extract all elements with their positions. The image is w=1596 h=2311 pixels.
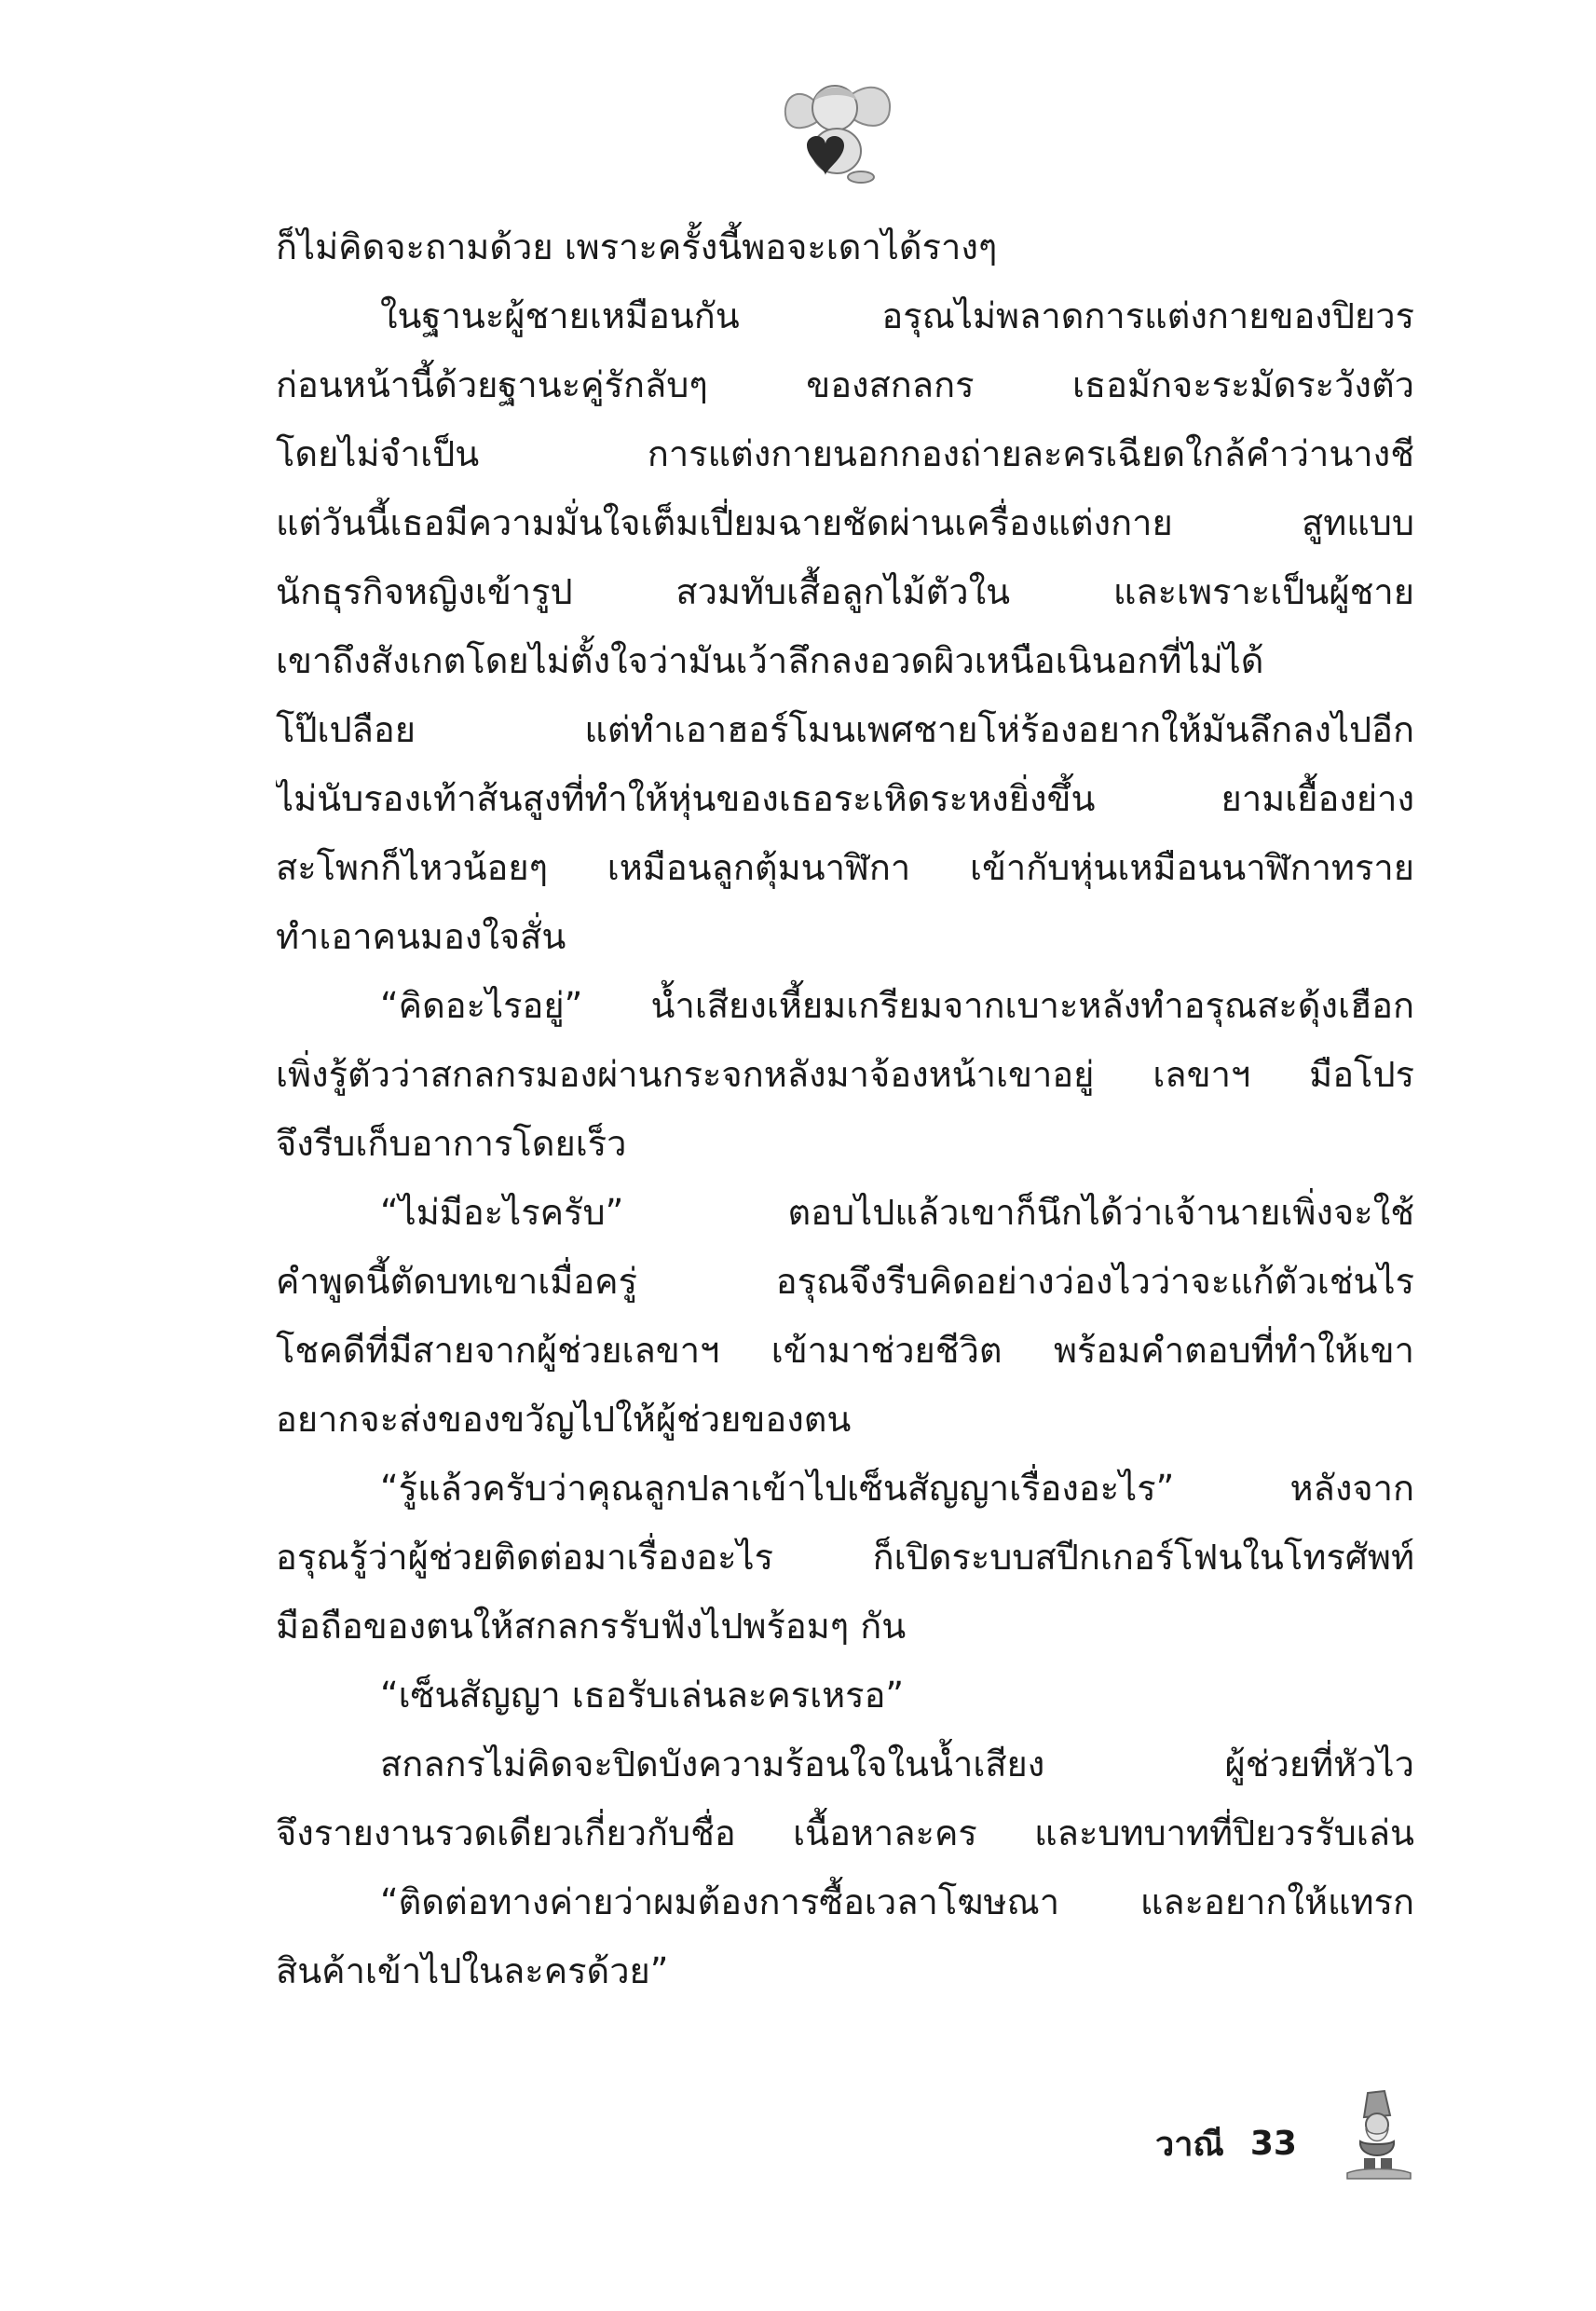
- page-footer: [1155, 2117, 1297, 2169]
- text-line: “ติดต่อทางค่ายว่าผมต้องการซื้อเวลาโฆษณา และอยากให้แทรก: [380, 1881, 1414, 1922]
- text-line: ก็ไม่คิดจะถามด้วย เพราะครั้งนี้พอจะเดาได้รางๆ: [276, 226, 998, 267]
- text-line: เพิ่งรู้ตัวว่าสกลกรมองผ่านกระจกหลังมาจ้องหน้าเขาอยู่ เลขาฯ มือโปร: [276, 1054, 1414, 1095]
- text-line: อยากจะส่งของขวัญไปให้ผู้ช่วยของตน: [276, 1399, 852, 1440]
- text-line: “รู้แล้วครับว่าคุณลูกปลาเข้าไปเซ็นสัญญาเรื่องอะไร” หลังจาก: [380, 1468, 1414, 1509]
- text-line: สะโพกก็ไหวน้อยๆ เหมือนลูกตุ้มนาฬิกา เข้ากับหุ่นเหมือนนาฬิกาทราย: [276, 847, 1414, 888]
- text-line: โดยไม่จำเป็น การแต่งกายนอกกองถ่ายละครเฉียดใกล้คำว่านางชี: [276, 433, 1414, 474]
- text-line: “เซ็นสัญญา เธอรับเล่นละครเหรอ”: [380, 1675, 905, 1716]
- text-line: มือถือของตนให้สกลกรรับฟังไปพร้อมๆ กัน: [276, 1606, 907, 1647]
- text-line: เขาถึงสังเกตโดยไม่ตั้งใจว่ามันเว้าลึกลงอวดผิวเหนือเนินอกที่ไม่ได้: [276, 640, 1264, 681]
- text-line: ในฐานะผู้ชายเหมือนกัน อรุณไม่พลาดการแต่งกายของปิยวร: [380, 295, 1414, 336]
- gnome-figure-icon: [1342, 2087, 1414, 2181]
- text-line: “คิดอะไรอยู่” น้ำเสียงเหี้ยมเกรียมจากเบาะหลังทำอรุณสะดุ้งเฮือก: [380, 985, 1414, 1026]
- text-line: แต่วันนี้เธอมีความมั่นใจเต็มเปี่ยมฉายชัดผ่านเครื่องแต่งกาย สูทแบบ: [276, 502, 1414, 543]
- text-line: คำพูดนี้ตัดบทเขาเมื่อครู่ อรุณจึงรีบคิดอย่างว่องไวว่าจะแก้ตัวเช่นไร: [276, 1261, 1414, 1302]
- text-line: ทำเอาคนมองใจสั่น: [276, 916, 566, 957]
- story-text: [276, 212, 1414, 2005]
- text-line: “ไม่มีอะไรครับ” ตอบไปแล้วเขาก็นึกได้ว่าเจ้านายเพิ่งจะใช้: [380, 1192, 1414, 1233]
- text-line: จึงรายงานรวดเดียวเกี่ยวกับชื่อ เนื้อหาละคร และบทบาทที่ปิยวรรับเล่น: [276, 1812, 1414, 1853]
- text-line: สินค้าเข้าไปในละครด้วย”: [276, 1950, 669, 1991]
- book-title: วาณี: [1155, 2125, 1224, 2164]
- cherub-holding-heart-icon: [779, 73, 900, 189]
- page-number: 33: [1249, 2124, 1297, 2163]
- text-line: โชคดีที่มีสายจากผู้ช่วยเลขาฯ เข้ามาช่วยชีวิต พร้อมคำตอบที่ทำให้เขา: [276, 1330, 1414, 1371]
- text-line: อรุณรู้ว่าผู้ช่วยติดต่อมาเรื่องอะไร ก็เปิดระบบสปีกเกอร์โฟนในโทรศัพท์: [276, 1537, 1414, 1578]
- text-line: นักธุรกิจหญิงเข้ารูป สวมทับเสื้อลูกไม้ตัวใน และเพราะเป็นผู้ชาย: [276, 571, 1414, 612]
- text-line: สกลกรไม่คิดจะปิดบังความร้อนใจในน้ำเสียง ผู้ช่วยที่หัวไว: [380, 1744, 1414, 1785]
- text-line: โป๊เปลือย แต่ทำเอาฮอร์โมนเพศชายโห่ร้องอยากให้มันลึกลงไปอีก: [276, 709, 1414, 750]
- text-line: ไม่นับรองเท้าส้นสูงที่ทำให้หุ่นของเธอระเหิดระหงยิ่งขึ้น ยามเยื้องย่าง: [276, 778, 1414, 819]
- text-line: ก่อนหน้านี้ด้วยฐานะคู่รักลับๆ ของสกลกร เธอมักจะระมัดระวังตัว: [276, 364, 1414, 405]
- text-line: จึงรีบเก็บอาการโดยเร็ว: [276, 1123, 627, 1164]
